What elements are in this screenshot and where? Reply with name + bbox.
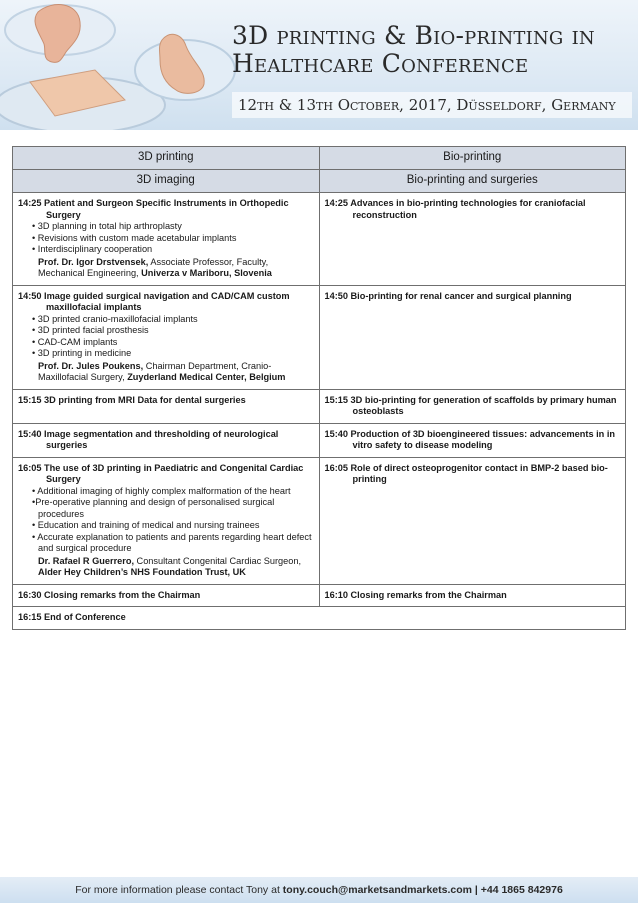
table-row [13,285,626,389]
session-title: 16:05 Role of direct osteoprogenitor contact in BMP-2 based bio-printing [324,462,608,484]
speaker-name: Prof. Dr. Jules Poukens, [38,360,144,371]
header-banner [0,0,638,130]
track-header: Bio-printing [319,147,626,170]
banner-illustration [0,0,240,130]
session-cell [319,423,626,457]
speaker-name: Prof. Dr. Igor Drstvensek, [38,256,149,267]
session-cell [319,285,626,389]
conference-title [232,22,632,78]
session-title: 14:25 Patient and Surgeon Specific Instruments in Orthopedic Surgery [18,198,289,220]
session-title: 15:15 3D bio-printing for generation of scaffolds by primary human osteoblasts [324,394,617,416]
footer-contact [0,877,638,903]
end-of-conference: 16:15 End of Conference [18,612,126,622]
speaker-organization: Univerza v Mariboru, Slovenia [141,268,272,278]
bullet-item: • Accurate explanation to patients and parents regarding heart defect and surgical procedure [32,531,312,553]
table-row [13,423,626,457]
session-cell [13,285,320,389]
bullet-item: • 3D printed cranio-maxillofacial implants [32,313,198,324]
session-title: 16:05 The use of 3D printing in Paediatric and Congenital Cardiac Surgery [18,462,304,484]
session-cell [13,607,626,630]
session-cell [319,584,626,607]
table-row [13,389,626,423]
speaker-role: Associate Professor, Faculty, Mechanical Engineering, [38,256,269,278]
session-title: 16:10 Closing remarks from the Chairman [324,589,507,600]
table-row [13,607,626,630]
session-cell [13,389,320,423]
speaker-info [18,361,314,384]
bullet-item: • Additional imaging of highly complex malformation of the heart [32,485,291,496]
bullet-item: • CAD-CAM implants [32,336,118,347]
speaker-name: Dr. Rafael R Guerrero, [38,555,134,566]
session-cell [319,193,626,286]
speaker-role: Chairman Department, Cranio-Maxillofacial Surgery, [38,360,272,382]
session-cell [319,389,626,423]
bullet-item: • Education and training of medical and nursing trainees [32,520,260,530]
table-row [13,457,626,584]
session-cell [13,457,320,584]
subtrack-header: Bio-printing and surgeries [319,170,626,193]
speaker-organization: Alder Hey Children’s NHS Foundation Trust, UK [38,567,246,577]
footer-contact-details[interactable]: tony.couch@marketsandmarkets.com | +44 1865 842976 [282,884,563,896]
bullet-item: • 3D planning in total hip arthroplasty [32,221,182,231]
session-title: 16:30 Closing remarks from the Chairman [18,589,201,600]
session-title: 14:50 Bio-printing for renal cancer and surgical planning [324,290,572,301]
bullet-item: •Pre-operative planning and design of personalised surgical procedures [32,497,275,519]
conference-date: 12th & 13th October, 2017, Düsseldorf, Germany [232,92,632,118]
subtrack-header-row [13,170,626,193]
session-title: 15:15 3D printing from MRI Data for dental surgeries [18,394,246,405]
table-row [13,584,626,607]
session-title: 14:50 Image guided surgical navigation and CAD/CAM custom maxillofacial implants [18,290,290,312]
speaker-role: Consultant Congenital Cardiac Surgeon, [134,555,302,566]
table-row [13,193,626,286]
title-line-1: 3D printing & Bio-printing in [232,21,595,50]
session-cell [13,423,320,457]
program-table [12,146,626,630]
track-header: 3D printing [13,147,320,170]
bullet-item: • Revisions with custom made acetabular implants [32,232,237,243]
speaker-info [18,257,314,280]
bullet-item: • 3D printing in medicine [32,348,132,358]
session-cell [13,193,320,286]
session-cell [319,457,626,584]
session-title: 15:40 Production of 3D bioengineered tissues: advancements in in vitro safety to disease modeling [324,428,615,450]
speaker-info [18,556,314,579]
bullet-item: • 3D printed facial prosthesis [32,325,149,335]
subtrack-header: 3D imaging [13,170,320,193]
track-header-row [13,147,626,170]
title-line-2: Healthcare Conference [232,49,529,78]
session-title: 14:25 Advances in bio-printing technologies for craniofacial reconstruction [324,198,586,220]
session-title: 15:40 Image segmentation and thresholding of neurological surgeries [18,428,279,450]
bullet-item: • Interdisciplinary cooperation [32,244,153,254]
session-cell [13,584,320,607]
footer-prefix: For more information please contact Tony at [75,884,283,896]
speaker-organization: Zuyderland Medical Center, Belgium [127,372,286,382]
